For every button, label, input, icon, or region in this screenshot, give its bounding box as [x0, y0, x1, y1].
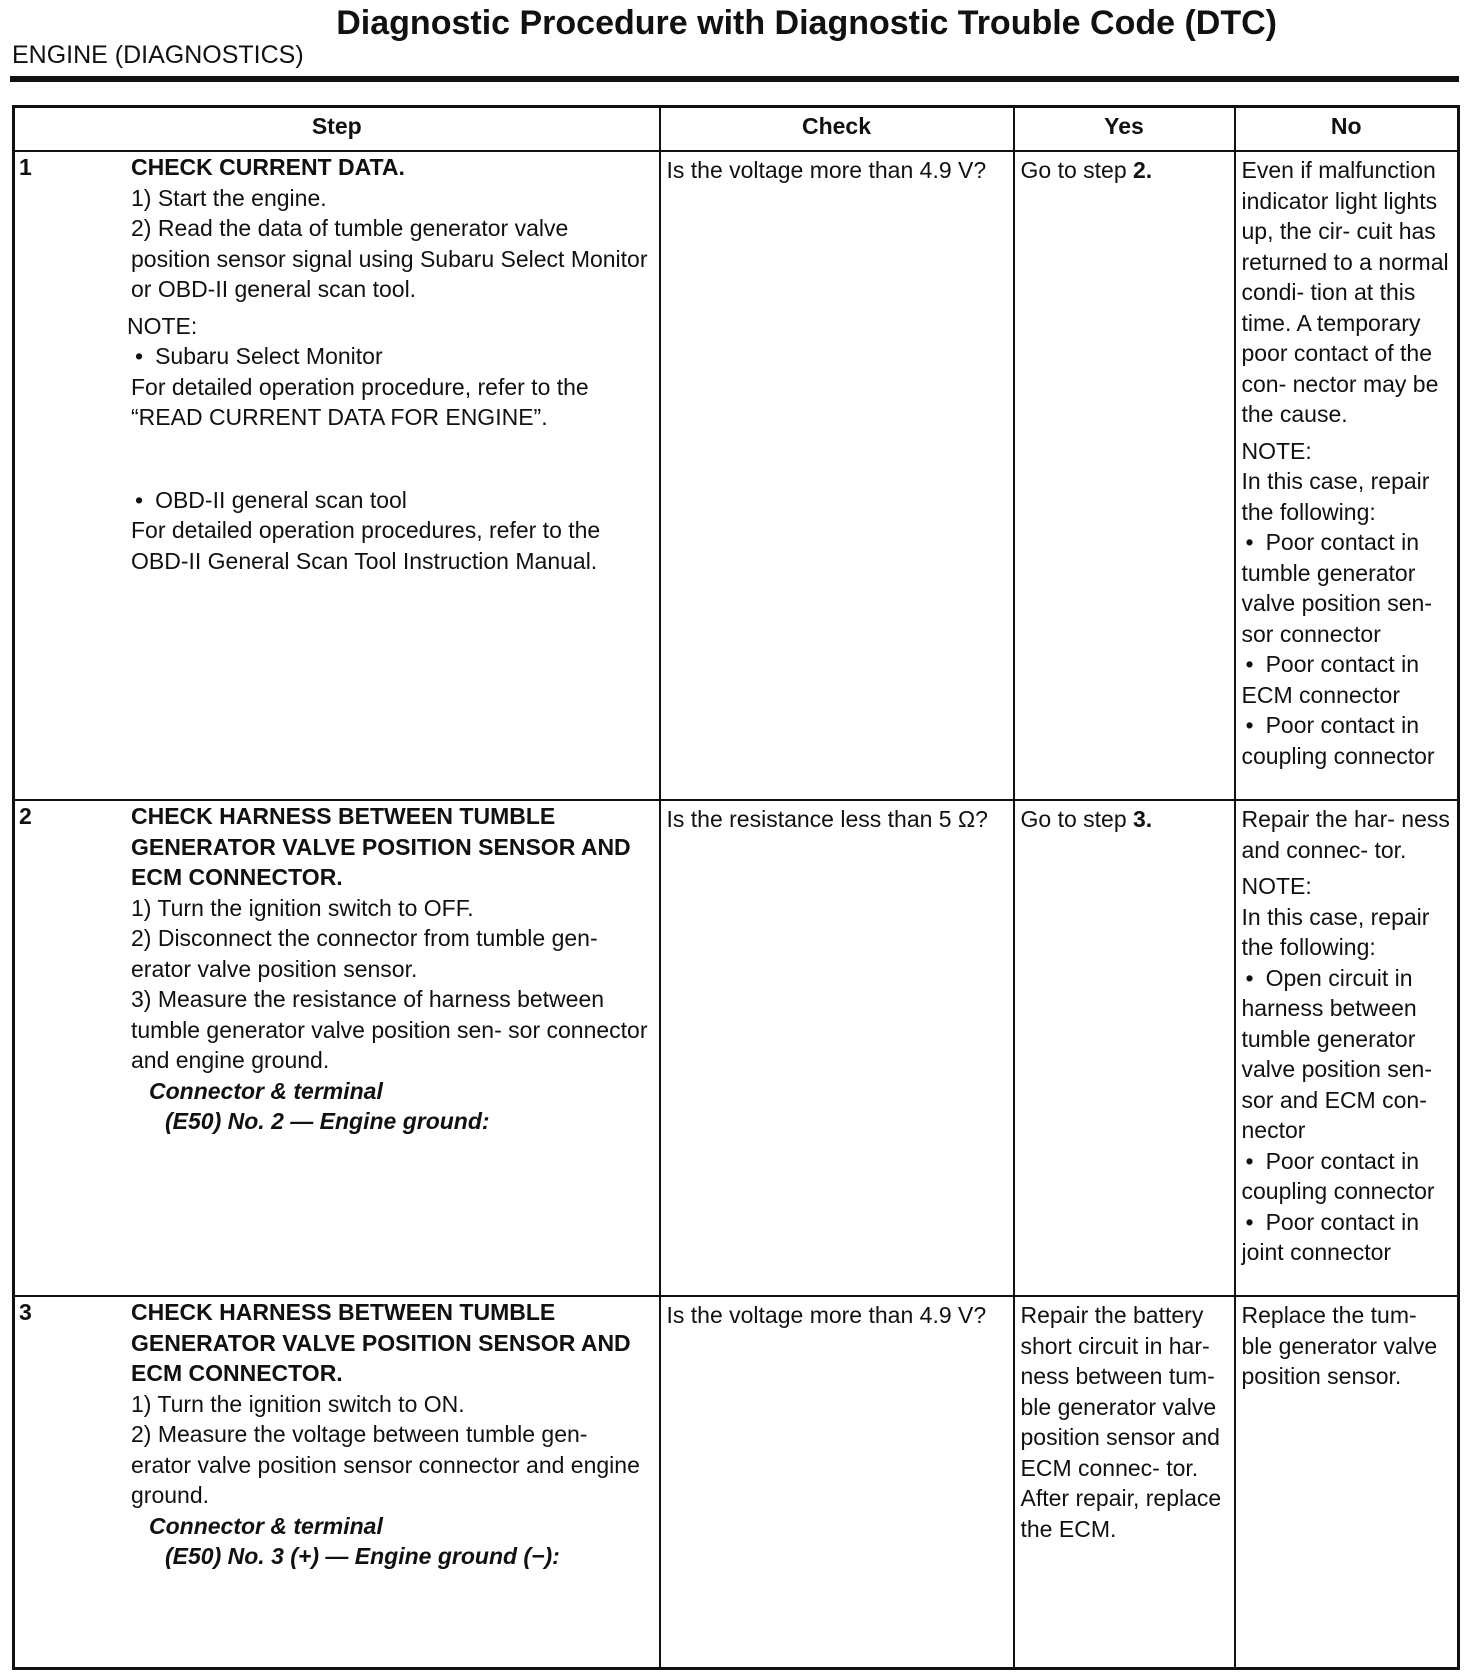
yes-cell [1014, 1296, 1235, 1668]
yes-text: Go to step [1020, 157, 1134, 183]
note-label: NOTE: [127, 312, 198, 339]
no-cell [1235, 1296, 1459, 1668]
step-cell [14, 1296, 660, 1668]
step-instruction: 3) Measure the resistance of harness between tumble generator valve position sen- sor connector and engine ground. [131, 986, 648, 1073]
step-instruction: 2) Disconnect the connector from tumble gen- erator valve position sensor. [131, 925, 598, 982]
no-bullet: • Poor contact in joint connector [1242, 1207, 1452, 1268]
step-instruction: 2) Read the data of tumble generator valve position sensor signal using Subaru Select Monitor or OBD-II general scan tool. [131, 215, 648, 302]
step-cell [14, 151, 660, 800]
table-row [14, 151, 1459, 800]
no-note-label: NOTE: [1241, 873, 1312, 899]
step-instruction: 1) Start the engine. [131, 184, 327, 211]
table-row [14, 800, 1459, 1296]
no-bullet: • Poor contact in tumble generator valve position sen- sor connector [1242, 527, 1452, 649]
note-bullet: • Subaru Select Monitor [131, 341, 653, 372]
connector-terminal: (E50) No. 3 (+) — Engine ground (−): [165, 1543, 560, 1569]
column-header-no: No [1235, 107, 1459, 152]
no-text: Even if malfunction indicator light lights up, the cir- cuit has returned to a normal condi- tion at this time. A temporary poor contact of the con- nector may be the cause. [1241, 157, 1449, 427]
check-cell [660, 1296, 1014, 1668]
step-instruction: 1) Turn the ignition switch to OFF. [131, 894, 474, 921]
connector-label: Connector & terminal [149, 1077, 383, 1104]
column-header-step: Step [14, 107, 660, 152]
no-note-label: NOTE: [1241, 437, 1312, 464]
step-heading: CHECK HARNESS BETWEEN TUMBLE GENERATOR VALVE POSITION SENSOR AND ECM CONNECTOR. [131, 803, 631, 890]
yes-cell [1014, 151, 1235, 800]
step-heading: CHECK CURRENT DATA. [131, 154, 405, 180]
check-question: Is the resistance less than 5 Ω? [666, 806, 988, 832]
dtc-table [12, 105, 1460, 1670]
connector-terminal: (E50) No. 2 — Engine ground: [165, 1108, 490, 1134]
note-text: For detailed operation procedures, refer to the OBD-II General Scan Tool Instruction Manual. [131, 517, 601, 574]
yes-text: Go to step [1020, 806, 1134, 832]
no-bullet: • Poor contact in ECM connector [1242, 649, 1452, 710]
check-question: Is the voltage more than 4.9 V? [666, 1302, 987, 1328]
yes-text: Repair the battery short circuit in har- ness between tum- ble generator valve position sensor and ECM connec- tor. After repair, replace the ECM. [1020, 1302, 1222, 1542]
step-reference: 2. [1133, 157, 1153, 183]
no-cell [1235, 800, 1459, 1296]
no-text: Repair the har- ness and connec- tor. [1241, 806, 1450, 863]
column-header-check: Check [660, 107, 1014, 152]
check-cell [660, 800, 1014, 1296]
no-text: Replace the tum- ble generator valve position sensor. [1241, 1302, 1438, 1389]
step-instruction: 2) Measure the voltage between tumble gen- erator valve position sensor connector and engine ground. [131, 1421, 640, 1508]
no-bullet: • Poor contact in coupling connector [1242, 710, 1452, 771]
check-cell [660, 151, 1014, 800]
step-heading: CHECK HARNESS BETWEEN TUMBLE GENERATOR VALVE POSITION SENSOR AND ECM CONNECTOR. [131, 1299, 631, 1386]
step-number: 1 [19, 154, 32, 180]
no-bullet: • Open circuit in harness between tumble generator valve position sen- sor and ECM con- nector [1242, 963, 1452, 1146]
table-header-row [14, 107, 1459, 152]
header-rule [10, 76, 1459, 82]
note-text: For detailed operation procedure, refer to the “READ CURRENT DATA FOR ENGINE”. [131, 373, 589, 430]
note-bullet: • OBD-II general scan tool [131, 485, 653, 516]
step-number: 3 [19, 1299, 32, 1325]
step-cell [14, 800, 660, 1296]
section-title: ENGINE (DIAGNOSTICS) [12, 41, 304, 69]
page-title: Diagnostic Procedure with Diagnostic Trouble Code (DTC) [336, 4, 1277, 42]
no-cell [1235, 151, 1459, 800]
no-bullet: • Poor contact in coupling connector [1242, 1146, 1452, 1207]
step-number: 2 [19, 803, 32, 829]
step-instruction: 1) Turn the ignition switch to ON. [131, 1390, 465, 1417]
no-note-text: In this case, repair the following: [1241, 468, 1430, 525]
yes-cell [1014, 800, 1235, 1296]
table-row [14, 1296, 1459, 1668]
check-question: Is the voltage more than 4.9 V? [666, 157, 987, 183]
connector-label: Connector & terminal [149, 1512, 383, 1539]
step-reference: 3. [1133, 806, 1153, 832]
column-header-yes: Yes [1014, 107, 1235, 152]
no-note-text: In this case, repair the following: [1241, 903, 1430, 960]
